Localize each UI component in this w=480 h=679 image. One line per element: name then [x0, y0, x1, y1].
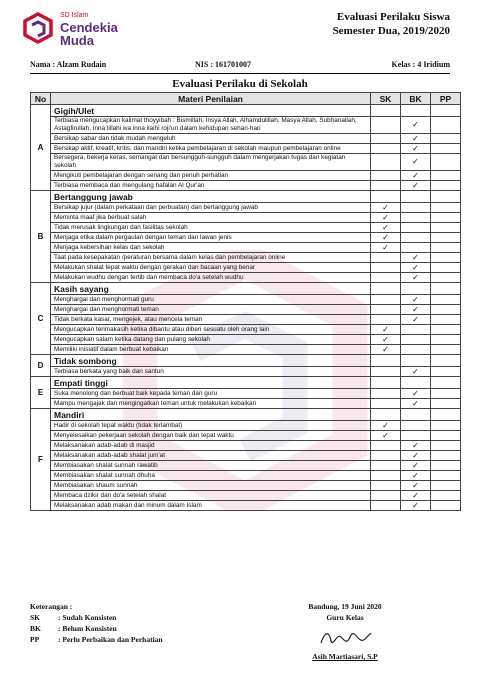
item-text: Menghargai dan menghormati guru — [51, 295, 371, 305]
sk-cell — [371, 203, 401, 213]
checkmark-icon: ✓ — [412, 170, 419, 180]
sk-cell — [371, 431, 401, 441]
item-text: Hadir di sekolah tepat waktu (tidak terlambat) — [51, 421, 371, 431]
bk-cell — [401, 377, 431, 389]
item-text: Mengucapkan salam ketika datang dan pulang sekolah — [51, 335, 371, 345]
item-text: Tidak merusak lingkungan dan fasilitas sekolah — [51, 223, 371, 233]
checkmark-icon: ✓ — [382, 334, 389, 344]
section-title: Tidak sombong — [51, 355, 371, 367]
sk-cell — [371, 367, 401, 377]
pp-cell — [431, 481, 461, 491]
signature-block — [285, 601, 405, 662]
section-row — [31, 377, 461, 389]
table-row — [31, 144, 461, 154]
pp-cell — [431, 295, 461, 305]
section-no: F — [31, 409, 51, 511]
school-emblem-icon — [22, 12, 54, 44]
bk-cell — [401, 421, 431, 431]
divider — [30, 73, 450, 74]
checkmark-icon: ✓ — [412, 366, 419, 376]
bk-cell — [401, 243, 431, 253]
legend-item — [30, 612, 163, 623]
bk-cell — [401, 491, 431, 501]
checkmark-icon: ✓ — [412, 314, 419, 324]
bk-cell — [401, 105, 431, 117]
pp-cell — [431, 355, 461, 367]
item-text: Taat pada kesepakatan /peraturan bersama dalam kelas dan pembelajaran online — [51, 253, 371, 263]
checkmark-icon: ✓ — [412, 180, 419, 190]
bk-cell — [401, 154, 431, 171]
checkmark-icon: ✓ — [412, 398, 419, 408]
checkmark-icon: ✓ — [382, 344, 389, 354]
section-no: A — [31, 105, 51, 191]
bk-cell — [401, 367, 431, 377]
pp-cell — [431, 283, 461, 295]
legend — [30, 601, 163, 645]
sk-cell — [371, 481, 401, 491]
checkmark-icon: ✓ — [412, 450, 419, 460]
sk-cell — [371, 389, 401, 399]
school-logo — [22, 10, 172, 50]
legend-code: PP — [30, 635, 40, 644]
item-text: Melaksanakan adab-adab shalat jum'at — [51, 451, 371, 461]
pp-cell — [431, 471, 461, 481]
table-row — [31, 233, 461, 243]
section-no: D — [31, 355, 51, 377]
table-row — [31, 213, 461, 223]
bk-cell — [401, 295, 431, 305]
bk-cell — [401, 191, 431, 203]
checkmark-icon: ✓ — [412, 304, 419, 314]
col-bk: BK — [401, 93, 431, 105]
item-text: Terbiasa mengucapkan kalimat thoyyibah : Bismillah, Insya Allah, Alhamdulillah, Masya Allah, Subhanallah, Astagfirullah, Inna lillahi wa inna ilaihi roji'un dalam kehidupan sehari-hari — [51, 117, 371, 134]
sk-cell — [371, 471, 401, 481]
bk-cell — [401, 144, 431, 154]
bk-cell — [401, 409, 431, 421]
table-title: Evaluasi Perilaku di Sekolah — [172, 78, 308, 90]
section-no: C — [31, 283, 51, 355]
item-text: Tidak berkata kasar, mengejek, atau mencela teman — [51, 315, 371, 325]
table-row — [31, 243, 461, 253]
checkmark-icon: ✓ — [382, 212, 389, 222]
bk-cell — [401, 213, 431, 223]
bk-cell — [401, 355, 431, 367]
checkmark-icon: ✓ — [382, 222, 389, 232]
item-text: Bersikap aktif, kreatif, kritis, dan mandiri ketika pembelajaran di sekolah maupun pembelajaran online — [51, 144, 371, 154]
section-title: Gigih/Ulet — [51, 105, 371, 117]
sk-cell — [371, 355, 401, 367]
pp-cell — [431, 451, 461, 461]
table-row — [31, 441, 461, 451]
sk-cell — [371, 263, 401, 273]
bk-cell — [401, 399, 431, 409]
sk-cell — [371, 315, 401, 325]
checkmark-icon: ✓ — [412, 262, 419, 272]
item-text: Suka menolong dan berbuat baik kepada teman dan guru — [51, 389, 371, 399]
checkmark-icon: ✓ — [382, 420, 389, 430]
checkmark-icon: ✓ — [412, 120, 419, 129]
checkmark-icon: ✓ — [412, 252, 419, 262]
bk-cell — [401, 315, 431, 325]
checkmark-icon: ✓ — [412, 143, 419, 153]
sk-cell — [371, 461, 401, 471]
bk-cell — [401, 117, 431, 134]
sk-cell — [371, 223, 401, 233]
table-row — [31, 273, 461, 283]
table-row — [31, 117, 461, 134]
table-row — [31, 263, 461, 273]
pp-cell — [431, 315, 461, 325]
bk-cell — [401, 461, 431, 471]
bk-cell — [401, 283, 431, 295]
checkmark-icon: ✓ — [412, 388, 419, 398]
bk-cell — [401, 325, 431, 335]
table-row — [31, 431, 461, 441]
document-title: Evaluasi Perilaku Siswa — [336, 11, 450, 23]
student-nis: NIS : 161701007 — [195, 60, 252, 69]
sk-cell — [371, 134, 401, 144]
sk-cell — [371, 451, 401, 461]
bk-cell — [401, 134, 431, 144]
item-text: Mengucapkan terimakasih ketika dibantu atau diberi sesuatu oleh orang lain — [51, 325, 371, 335]
checkmark-icon: ✓ — [412, 480, 419, 490]
bk-cell — [401, 263, 431, 273]
section-row — [31, 191, 461, 203]
item-text: Membaca dzikir dan do'a setelah shalat — [51, 491, 371, 501]
sk-cell — [371, 345, 401, 355]
checkmark-icon: ✓ — [412, 490, 419, 500]
section-no: B — [31, 191, 51, 283]
table-row — [31, 471, 461, 481]
table-row — [31, 389, 461, 399]
item-text: Melaksanakan adab-adab di masjid — [51, 441, 371, 451]
legend-desc: : Perlu Perbaikan dan Perhatian — [58, 635, 163, 644]
item-text: Mengikuti pembelajaran dengan senang dan penuh perhatian — [51, 171, 371, 181]
bk-cell — [401, 441, 431, 451]
bk-cell — [401, 389, 431, 399]
table-row — [31, 134, 461, 144]
checkmark-icon: ✓ — [412, 470, 419, 480]
school-prefix: SD Islam — [60, 12, 89, 19]
section-row — [31, 105, 461, 117]
sk-cell — [371, 421, 401, 431]
pp-cell — [431, 253, 461, 263]
pp-cell — [431, 154, 461, 171]
checkmark-icon: ✓ — [412, 157, 419, 166]
item-text: Menjaga kebersihan kelas dan sekolah — [51, 243, 371, 253]
section-title: Mandiri — [51, 409, 371, 421]
section-row — [31, 283, 461, 295]
sk-cell — [371, 154, 401, 171]
section-row — [31, 409, 461, 421]
checkmark-icon: ✓ — [412, 272, 419, 282]
pp-cell — [431, 491, 461, 501]
document-header — [333, 10, 450, 38]
pp-cell — [431, 377, 461, 389]
sk-cell — [371, 399, 401, 409]
item-text: Bersikap jujur (dalam perkataan dan perbuatan) dan bertanggung jawab — [51, 203, 371, 213]
pp-cell — [431, 191, 461, 203]
sk-cell — [371, 491, 401, 501]
legend-item — [30, 623, 163, 634]
sk-cell — [371, 117, 401, 134]
pp-cell — [431, 171, 461, 181]
table-row — [31, 295, 461, 305]
item-text: Bersikap sabar dan tidak mudah mengeluh — [51, 134, 371, 144]
pp-cell — [431, 203, 461, 213]
table-row — [31, 421, 461, 431]
sk-cell — [371, 409, 401, 421]
pp-cell — [431, 105, 461, 117]
item-text: Menghargai dan menghormati teman — [51, 305, 371, 315]
pp-cell — [431, 461, 461, 471]
document-subtitle: Semester Dua, 2019/2020 — [332, 25, 450, 37]
bk-cell — [401, 273, 431, 283]
pp-cell — [431, 431, 461, 441]
table-row — [31, 399, 461, 409]
student-info — [30, 60, 450, 72]
section-no: E — [31, 377, 51, 409]
table-row — [31, 154, 461, 171]
section-title: Bertanggung jawab — [51, 191, 371, 203]
sk-cell — [371, 105, 401, 117]
item-text: Membiasakan shaum sunnah — [51, 481, 371, 491]
sk-cell — [371, 335, 401, 345]
bk-cell — [401, 233, 431, 243]
table-body — [31, 105, 461, 511]
sk-cell — [371, 191, 401, 203]
col-sk: SK — [371, 93, 401, 105]
sk-cell — [371, 283, 401, 295]
table-row — [31, 451, 461, 461]
table-row — [31, 305, 461, 315]
col-no: No — [31, 93, 51, 105]
table-row — [31, 315, 461, 325]
item-text: Bersegera, bekerja keras, semangat dan bersungguh-sungguh dalam mengerjakan tugas dan kegiatan sekolah — [51, 154, 371, 171]
sk-cell — [371, 377, 401, 389]
table-row — [31, 367, 461, 377]
item-text: Melakukan wudhu dengan tertib dan membaca do'a setelah wudhu — [51, 273, 371, 283]
legend-desc: : Sudah Konsisten — [58, 613, 117, 622]
item-text: Mampu mengajak dan mengingatkan teman untuk melakukan kebaikan — [51, 399, 371, 409]
section-title: Kasih sayang — [51, 283, 371, 295]
pp-cell — [431, 263, 461, 273]
table-row — [31, 253, 461, 263]
item-text: Membiasakan shalat sunnah rawatib — [51, 461, 371, 471]
table-row — [31, 481, 461, 491]
pp-cell — [431, 117, 461, 134]
bk-cell — [401, 203, 431, 213]
checkmark-icon: ✓ — [382, 430, 389, 440]
pp-cell — [431, 305, 461, 315]
table-row — [31, 181, 461, 191]
sk-cell — [371, 295, 401, 305]
item-text: Memiliki inisiatif dalam berbuat kebaikan — [51, 345, 371, 355]
table-row — [31, 171, 461, 181]
table-row — [31, 491, 461, 501]
bk-cell — [401, 451, 431, 461]
signer-name: Asih Martiasari, S.P — [312, 652, 378, 661]
legend-code: BK — [30, 624, 41, 633]
checkmark-icon: ✓ — [382, 232, 389, 242]
legend-title: Keterangan : — [30, 602, 73, 611]
student-name: Nama : Alzam Rudain — [30, 60, 107, 69]
bk-cell — [401, 305, 431, 315]
table-row — [31, 461, 461, 471]
table-row — [31, 203, 461, 213]
pp-cell — [431, 181, 461, 191]
pp-cell — [431, 399, 461, 409]
pp-cell — [431, 367, 461, 377]
bk-cell — [401, 471, 431, 481]
pp-cell — [431, 273, 461, 283]
sk-cell — [371, 441, 401, 451]
sk-cell — [371, 171, 401, 181]
sign-role: Guru Kelas — [326, 613, 364, 622]
sk-cell — [371, 325, 401, 335]
col-materi: Materi Penilaian — [51, 93, 371, 105]
item-text: Menyelesaikan pekerjaan sekolah dengan baik dan tepat waktu — [51, 431, 371, 441]
bk-cell — [401, 171, 431, 181]
checkmark-icon: ✓ — [382, 242, 389, 252]
item-text: Meminta maaf jika berbuat salah — [51, 213, 371, 223]
student-class: Kelas : 4 Iridium — [391, 60, 450, 69]
section-title: Empati tinggi — [51, 377, 371, 389]
table-row — [31, 335, 461, 345]
sk-cell — [371, 273, 401, 283]
table-row — [31, 501, 461, 511]
pp-cell — [431, 134, 461, 144]
checkmark-icon: ✓ — [382, 202, 389, 212]
bk-cell — [401, 431, 431, 441]
checkmark-icon: ✓ — [412, 440, 419, 450]
pp-cell — [431, 501, 461, 511]
section-row — [31, 355, 461, 367]
bk-cell — [401, 345, 431, 355]
pp-cell — [431, 243, 461, 253]
item-text: Menjaga etika dalam pergaulan dengan teman dan lawan jenis — [51, 233, 371, 243]
table-row — [31, 325, 461, 335]
item-text: Terbiasa membaca dan mengulang hafalan Al Qur'an — [51, 181, 371, 191]
bk-cell — [401, 223, 431, 233]
checkmark-icon: ✓ — [412, 294, 419, 304]
school-name-line2: Muda — [60, 33, 94, 48]
pp-cell — [431, 325, 461, 335]
sk-cell — [371, 233, 401, 243]
sk-cell — [371, 181, 401, 191]
sk-cell — [371, 144, 401, 154]
sk-cell — [371, 253, 401, 263]
handwritten-signature — [315, 625, 375, 651]
table-header — [31, 93, 461, 105]
sk-cell — [371, 305, 401, 315]
pp-cell — [431, 223, 461, 233]
bk-cell — [401, 501, 431, 511]
item-text: Melakukan shalat tepat waktu dengan gerakan dan bacaan yang benar — [51, 263, 371, 273]
bk-cell — [401, 481, 431, 491]
table-row — [31, 223, 461, 233]
item-text: Melaksanakan adab makan dan minum dalam Islam — [51, 501, 371, 511]
school-name-line1: Cendekia — [60, 20, 118, 35]
checkmark-icon: ✓ — [412, 460, 419, 470]
bk-cell — [401, 253, 431, 263]
pp-cell — [431, 345, 461, 355]
checkmark-icon: ✓ — [412, 500, 419, 510]
pp-cell — [431, 421, 461, 431]
legend-desc: : Belum Konsisten — [58, 624, 117, 633]
legend-item — [30, 634, 163, 645]
item-text: Terbiasa berkata yang baik dan santun — [51, 367, 371, 377]
sk-cell — [371, 243, 401, 253]
legend-code: SK — [30, 613, 41, 622]
pp-cell — [431, 213, 461, 223]
col-pp: PP — [431, 93, 461, 105]
pp-cell — [431, 335, 461, 345]
pp-cell — [431, 389, 461, 399]
bk-cell — [401, 335, 431, 345]
sk-cell — [371, 213, 401, 223]
pp-cell — [431, 441, 461, 451]
evaluation-table — [30, 92, 461, 511]
pp-cell — [431, 409, 461, 421]
checkmark-icon: ✓ — [412, 133, 419, 143]
pp-cell — [431, 144, 461, 154]
sign-place-date: Bandung, 19 Juni 2020 — [308, 602, 382, 611]
pp-cell — [431, 233, 461, 243]
table-row — [31, 345, 461, 355]
sk-cell — [371, 501, 401, 511]
checkmark-icon: ✓ — [382, 324, 389, 334]
item-text: Membiasakan shalat sunnah dhuha — [51, 471, 371, 481]
bk-cell — [401, 181, 431, 191]
